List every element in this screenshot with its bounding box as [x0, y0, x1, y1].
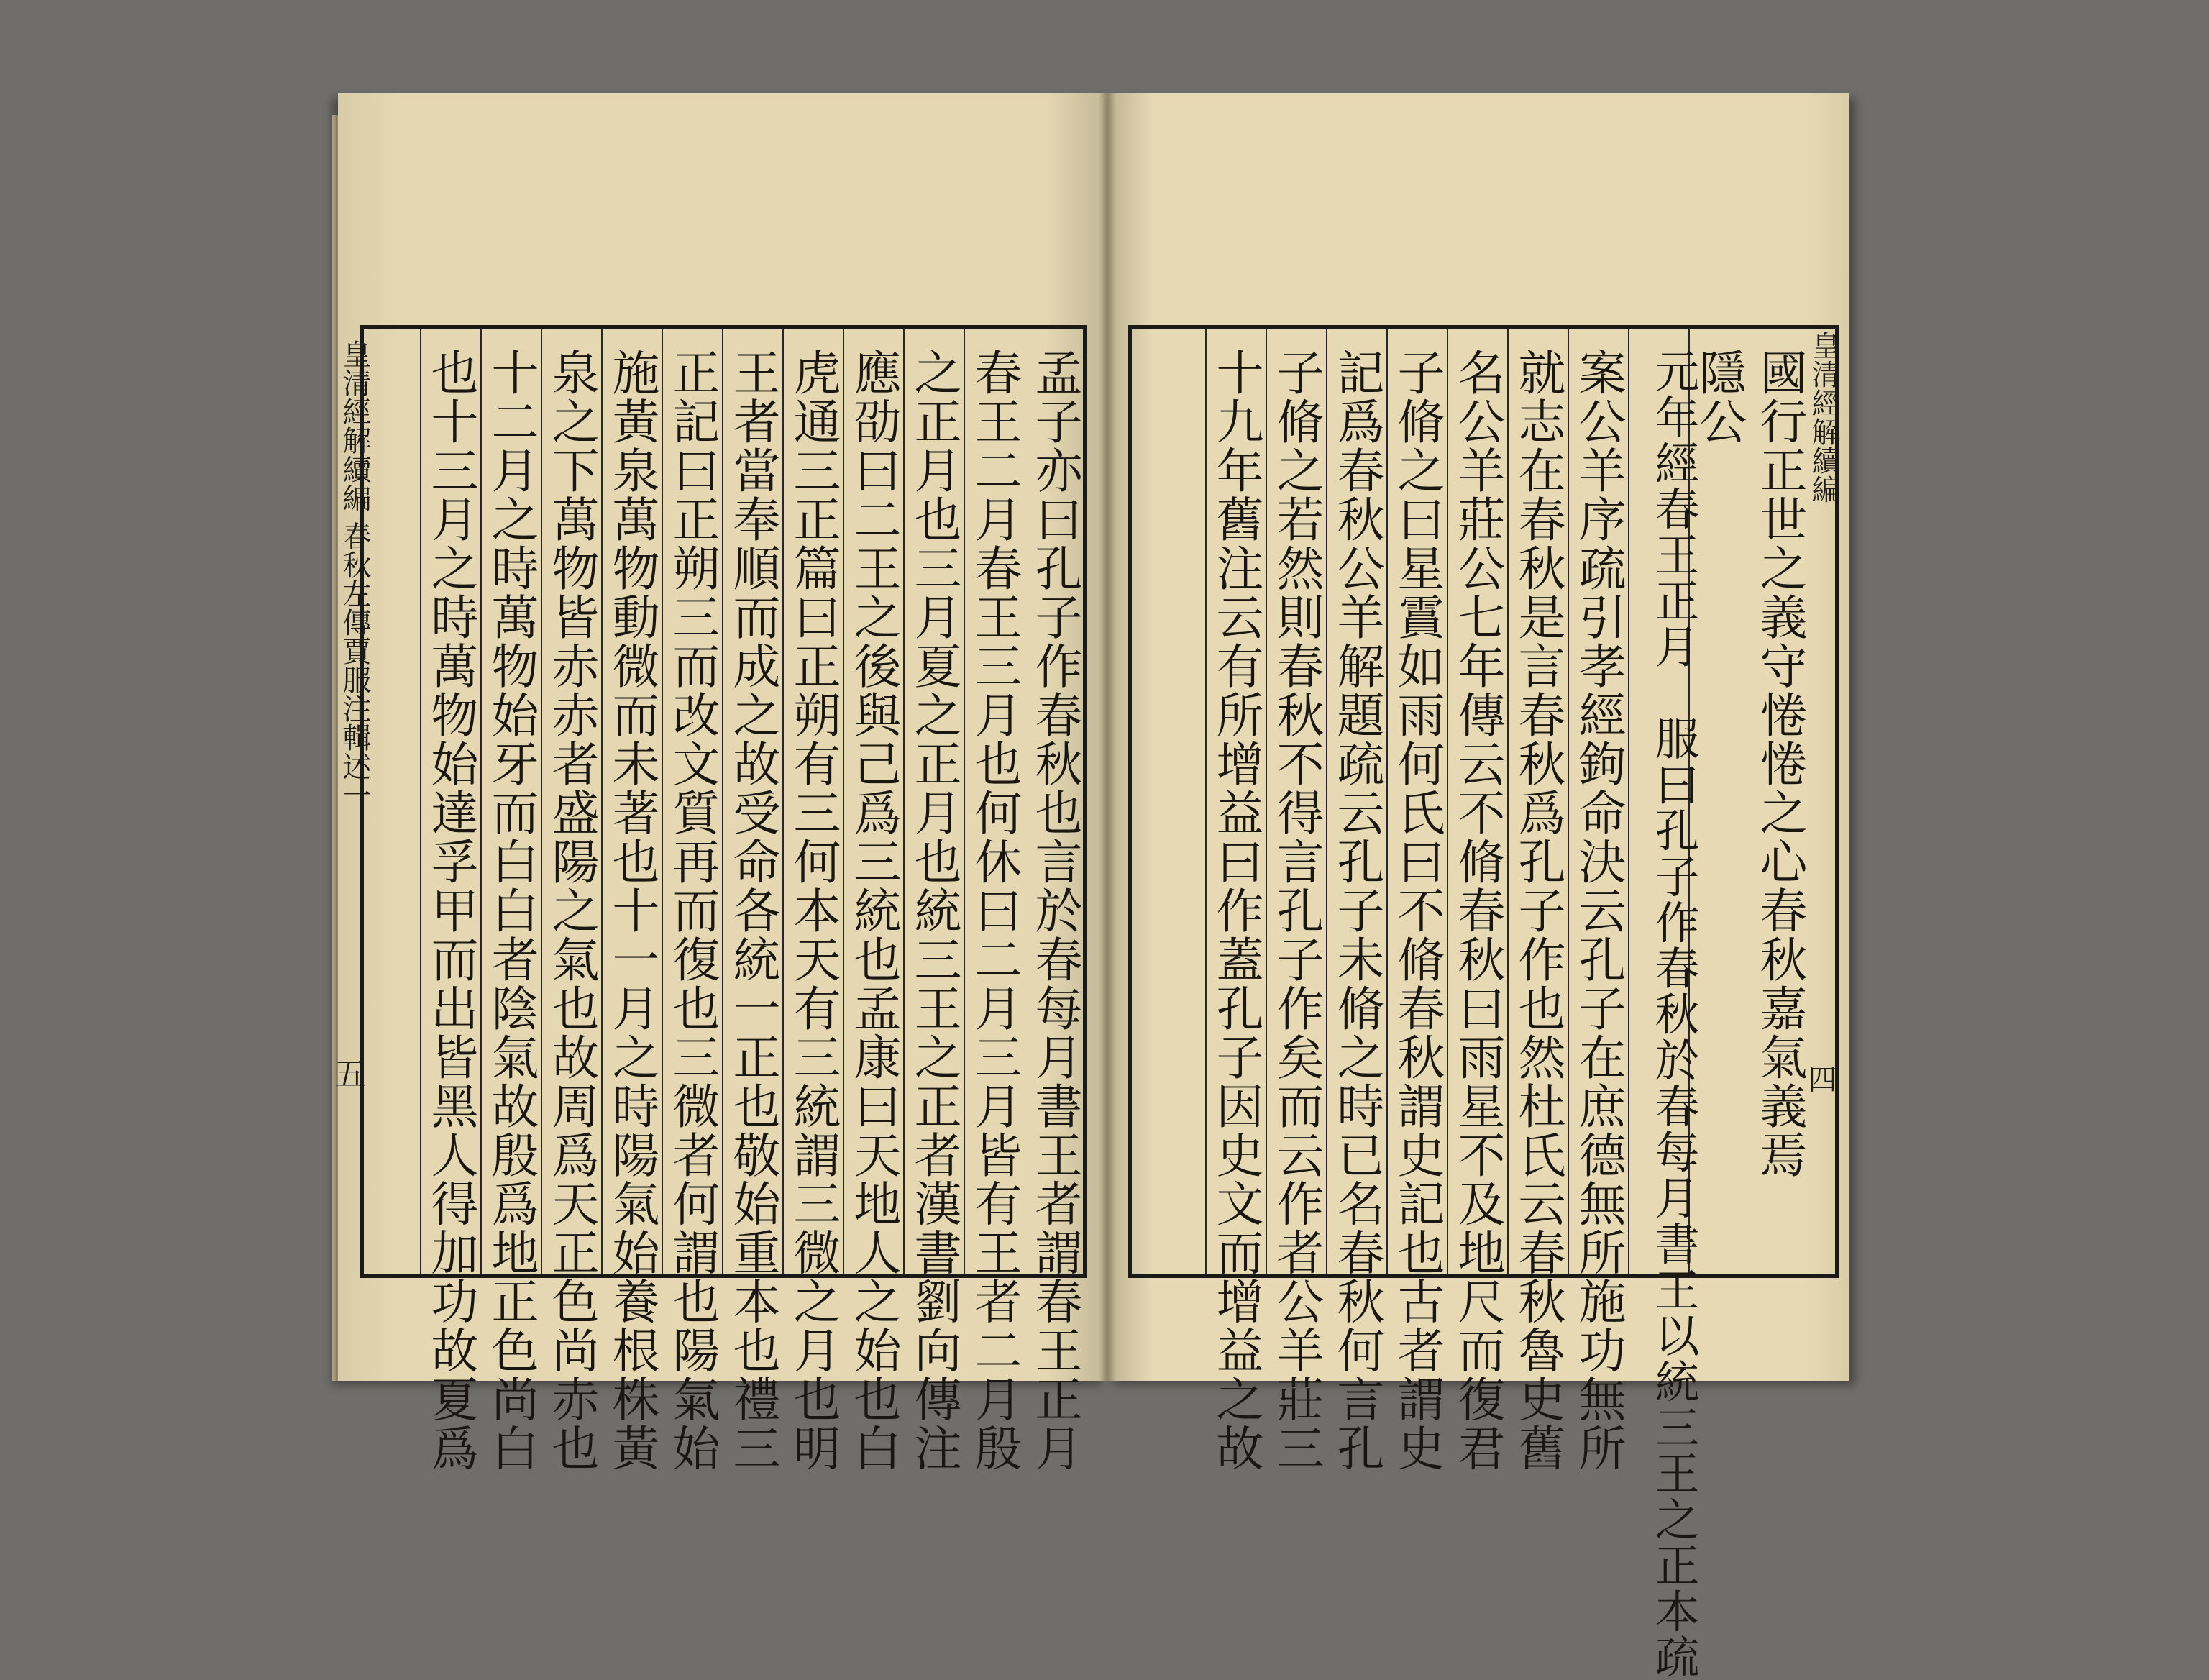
text-column: 就志在春秋是言春秋爲孔子作也然杜氏云春秋魯史舊 — [1507, 329, 1568, 1274]
left-text-frame — [360, 325, 1087, 1473]
text-column: 虎通三正篇曰正朔有三何本天有三統謂三微之月也明 — [782, 329, 843, 1274]
text-column: 名公羊莊公七年傳云不脩春秋曰雨星不及地尺而復君 — [1447, 329, 1507, 1274]
text-column-margin — [1145, 329, 1205, 1274]
right-text-frame — [1128, 325, 1839, 1680]
text-column: 也十三月之時萬物始達孚甲而出皆黑人得加功故夏爲 — [420, 329, 480, 1274]
text-column: 元年經春王正月 服曰孔子作春秋於春每月書王以統三王之正本疏 — [1628, 329, 1688, 1274]
text-column: 子脩之若然則春秋不得言孔子作矣而云作者公羊莊三 — [1266, 329, 1326, 1274]
text-column: 記爲春秋公羊解題疏云孔子未脩之時已名春秋何言孔 — [1326, 329, 1386, 1274]
book-gutter — [1099, 93, 1116, 1381]
text-column: 十九年舊注云有所增益曰作蓋孔子因史文而增益之故 — [1205, 329, 1266, 1274]
text-column: 隱公 — [1688, 329, 1749, 1274]
text-column: 國行正世之義守惓惓之心春秋嘉氣義焉 — [1752, 348, 1807, 1179]
text-column: 春王二月春王三月也何休曰二月三月皆有王者二月殷 — [964, 329, 1024, 1274]
right-banner-title: 皇清經解續編 — [1807, 331, 1840, 503]
text-column: 泉之下萬物皆赤赤者盛陽之氣也故周爲天正色尚赤也 — [541, 329, 601, 1274]
left-banner-subtitle: 春秋左傳賈服注輯述一 — [338, 521, 371, 809]
text-column: 子脩之曰星霣如雨何氏曰不脩春秋謂史記也古者謂史 — [1386, 329, 1447, 1274]
text-column: 案公羊序疏引孝經鉤命決云孔子在庶德無所施功無所 — [1568, 329, 1628, 1274]
left-banner-title: 皇清經解續編 — [338, 339, 371, 512]
text-column: 十二月之時萬物始牙而白白者陰氣故殷爲地正色尚白 — [480, 329, 541, 1274]
text-column: 正記曰正朔三而改文質再而復也三微者何謂也陽氣始 — [662, 329, 722, 1274]
text-column: 之正月也三月夏之正月也統三王之正者漢書劉向傳注 — [903, 329, 964, 1274]
text-column: 王者當奉順而成之故受命各統一正也敬始重本也禮三 — [722, 329, 782, 1274]
text-column: 施黃泉萬物動微而未著也十一月之時陽氣始養根株黃 — [601, 329, 662, 1274]
text-column: 應劭曰二王之後與己爲三統也孟康曰天地人之始也白 — [843, 329, 903, 1274]
left-page-number: 五 — [329, 1057, 365, 1089]
text-column: 孟子亦曰孔子作春秋也言於春每月書王者謂春王正月 — [1027, 348, 1082, 1473]
right-page-number: 四 — [1803, 1064, 1837, 1093]
